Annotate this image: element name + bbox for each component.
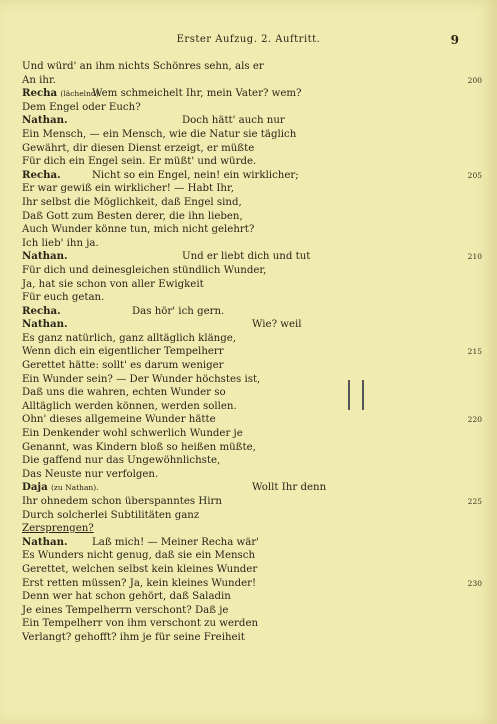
verse-line [22,278,462,292]
verse-text: Das hör' ich gern. [132,305,225,317]
speaker-name: Daja [22,481,48,494]
verse-line [22,318,462,332]
verse-line [22,577,482,591]
verse-line [22,142,462,156]
verse-text: Für dich und deinesgleichen stündlich Wunder, [22,264,267,276]
verse-line [22,373,462,387]
verse-line [22,481,462,495]
verse-text: Gerettet hätte: sollt' es darum weniger [22,360,224,372]
verse-line [22,87,462,101]
speaker-name: Nathan. [22,114,68,127]
verse-line [22,454,462,468]
verse-line [22,114,462,128]
verse-line [22,427,462,441]
verse-text: Wenn dich ein eigentlicher Tempelherr [22,346,224,358]
verse-text: Ja, hat sie schon von aller Ewigkeit [22,278,204,290]
play-text [22,60,482,645]
verse-text: Die gaffend nur das Ungewöhnlichste, [22,455,221,467]
line-number: 210 [467,252,482,262]
verse-line [22,291,462,305]
verse-text: Daß uns die wahren, echten Wunder so [22,387,226,399]
verse-text: Nicht so ein Engel, nein! ein wirklicher; [92,169,299,181]
verse-text: Es ganz natürlich, ganz alltäglich klänge, [22,332,237,344]
verse-text: Gewährt, dir diesen Dienst erzeigt, er müßte [22,142,255,154]
speaker-name: Nathan. [22,535,68,548]
line-number: 200 [467,75,482,85]
verse-text: Für euch getan. [22,292,105,304]
line-number: 230 [467,578,482,588]
verse-line [22,604,462,618]
speaker-name: Recha. [22,168,61,181]
verse-line [22,563,462,577]
verse-text: Ihr ohnedem schon überspanntes Hirn [22,496,222,507]
speaker-name: Recha. [22,304,61,317]
verse-text: Und er liebt dich und tut [182,251,311,263]
verse-line [22,441,462,455]
verse-text: Genannt, was Kindern bloß so heißen müßte, [22,441,256,453]
verse-text: Zersprengen? [22,523,94,535]
verse-text: Er war gewiß ein wirklicher! — Habt Ihr, [22,183,234,195]
verse-text: Alltäglich werden können, werden sollen. [22,400,237,412]
verse-line [22,128,462,142]
verse-line [22,345,482,359]
verse-line [22,264,462,278]
line-number: 215 [467,347,482,357]
line-number: 205 [467,170,482,180]
verse-text: Ein Mensch, — ein Mensch, wie die Natur sie täglich [22,128,297,140]
verse-line [22,305,462,319]
verse-line [22,250,482,264]
verse-text: Das Neuste nur verfolgen. [22,468,159,480]
verse-text: Auch Wunder könne tun, mich nicht gelehrt? [22,224,255,236]
speaker-name: Nathan. [22,250,68,263]
verse-line [22,468,462,482]
verse-text: Erst retten müssen? Ja, kein kleines Wunder! [22,577,257,589]
verse-text: Wollt Ihr denn [252,482,327,494]
verse-line [22,413,482,427]
verse-text: Durch solcherlei Subtilitäten ganz [22,509,200,521]
verse-text: Dem Engel oder Euch? [22,101,141,113]
verse-text: Ein Denkender wohl schwerlich Wunder je [22,428,243,440]
verse-text: Ein Tempelherr von ihm verschont zu werden [22,618,259,630]
verse-line [22,196,462,210]
verse-line [22,549,462,563]
verse-text: Doch hätt' auch nur [182,115,285,127]
verse-line [22,223,462,237]
stage-direction: (lächelnd). [60,89,102,99]
verse-line [22,182,462,196]
verse-text: Gerettet, welchen selbst kein kleines Wunder [22,563,258,575]
speaker-name: Recha [22,87,58,100]
verse-text: Daß Gott zum Besten derer, die ihn lieben, [22,210,243,222]
verse-line [22,617,462,631]
verse-line [22,101,462,115]
page-number: 9 [450,33,459,47]
running-head: Erster Aufzug. 2. Auftritt. [176,34,321,45]
verse-text: Ihr selbst die Möglichkeit, daß Engel sind, [22,196,242,208]
verse-text: Es Wunders nicht genug, daß sie ein Mensch [22,550,256,562]
verse-line [22,509,462,523]
verse-line [22,522,462,536]
verse-line [22,359,462,373]
verse-text: Wem schmeichelt Ihr, mein Vater? wem? [92,88,302,100]
verse-line [22,400,462,414]
speaker-name: Nathan. [22,318,68,331]
line-number: 225 [467,497,482,506]
verse-text: Laß mich! — Meiner Recha wär' [92,536,259,548]
verse-text: An ihr. [22,74,56,86]
verse-line [22,386,462,400]
verse-text: Ich lieb' ihn ja. [22,237,99,249]
verse-text: Und würd' an ihm nichts Schönres sehn, als er [22,61,264,72]
verse-line [22,332,462,346]
verse-line [22,155,462,169]
verse-line [22,74,482,88]
verse-line [22,60,462,74]
verse-text: Ein Wunder sein? — Der Wunder höchstes ist, [22,373,261,385]
verse-line [22,210,462,224]
verse-line [22,237,462,251]
line-number: 220 [467,415,482,425]
verse-text: Wie? weil [252,319,302,331]
stage-direction: (zu Nathan). [50,483,99,493]
verse-text: Denn wer hat schon gehört, daß Saladin [22,591,231,603]
verse-text: Ohn' dieses allgemeine Wunder hätte [22,414,216,426]
verse-line [22,590,462,604]
page-header [0,34,497,50]
verse-line [22,631,462,645]
verse-text: Je eines Tempelherrn verschont? Daß je [22,604,229,616]
verse-line [22,495,482,509]
verse-line [22,536,462,550]
verse-line [22,168,482,183]
verse-text: Für dich ein Engel sein. Er müßt' und würde. [22,156,257,168]
verse-text: Verlangt? gehofft? ihm je für seine Freiheit [22,631,245,643]
